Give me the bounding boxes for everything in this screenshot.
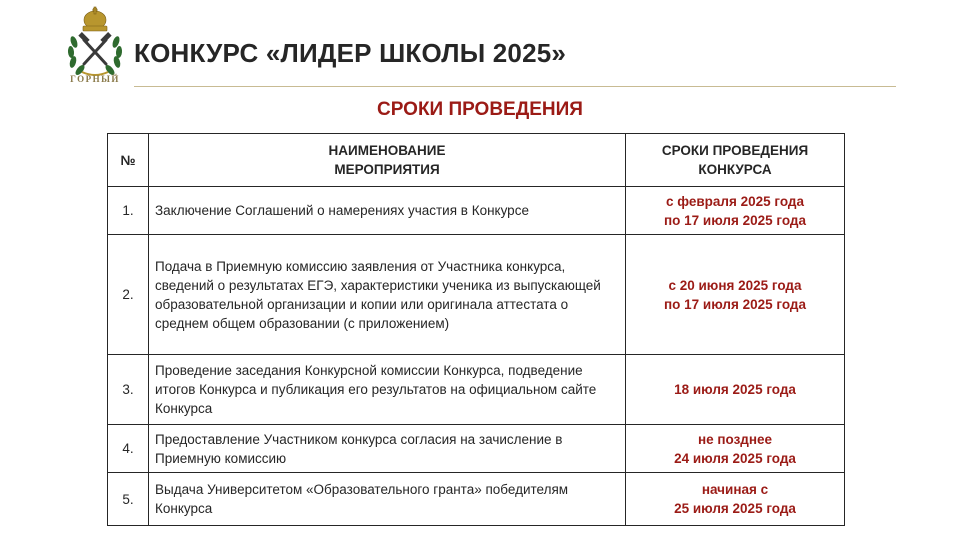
- event-name: Предоставление Участником конкурса согласия на зачисление в Приемную комиссию: [149, 425, 626, 473]
- event-dates: не позднее 24 июля 2025 года: [626, 425, 845, 473]
- section-subtitle: СРОКИ ПРОВЕДЕНИЯ: [377, 99, 583, 120]
- event-dates: начиная с 25 июля 2025 года: [626, 473, 845, 526]
- event-dates: с 20 июня 2025 года по 17 июля 2025 года: [626, 235, 845, 355]
- table-row: [108, 425, 845, 473]
- event-dates: с февраля 2025 года по 17 июля 2025 года: [626, 187, 845, 235]
- event-dates: 18 июля 2025 года: [626, 355, 845, 425]
- table-row: [108, 187, 845, 235]
- event-name: Заключение Соглашений о намерениях участия в Конкурсе: [149, 187, 626, 235]
- row-number: 5.: [108, 473, 149, 526]
- event-name: Подача в Приемную комиссию заявления от Участника конкурса, сведений о результатах ЕГЭ, характеристики ученика из выпускающей образовательной организации и копии или оригинала аттестата о среднем общем образовании (с приложением): [149, 235, 626, 355]
- table-row: [108, 473, 845, 526]
- row-number: 4.: [108, 425, 149, 473]
- event-name: Выдача Университетом «Образовательного гранта» победителям Конкурса: [149, 473, 626, 526]
- title-divider: [134, 86, 896, 87]
- row-number: 2.: [108, 235, 149, 355]
- column-header-number: №: [108, 134, 149, 187]
- table-row: [108, 235, 845, 355]
- schedule-table: [107, 133, 845, 526]
- page-title: КОНКУРС «ЛИДЕР ШКОЛЫ 2025»: [134, 38, 567, 68]
- table-header-row: [108, 134, 845, 187]
- table-row: [108, 355, 845, 425]
- column-header-dates: СРОКИ ПРОВЕДЕНИЯ КОНКУРСА: [626, 134, 845, 187]
- event-name: Проведение заседания Конкурсной комиссии Конкурса, подведение итогов Конкурса и публикация его результатов на официальном сайте Конкурса: [149, 355, 626, 425]
- column-header-event: НАИМЕНОВАНИЕ МЕРОПРИЯТИЯ: [149, 134, 626, 187]
- row-number: 3.: [108, 355, 149, 425]
- logo-text: ГОРНЫЙ: [70, 74, 120, 84]
- row-number: 1.: [108, 187, 149, 235]
